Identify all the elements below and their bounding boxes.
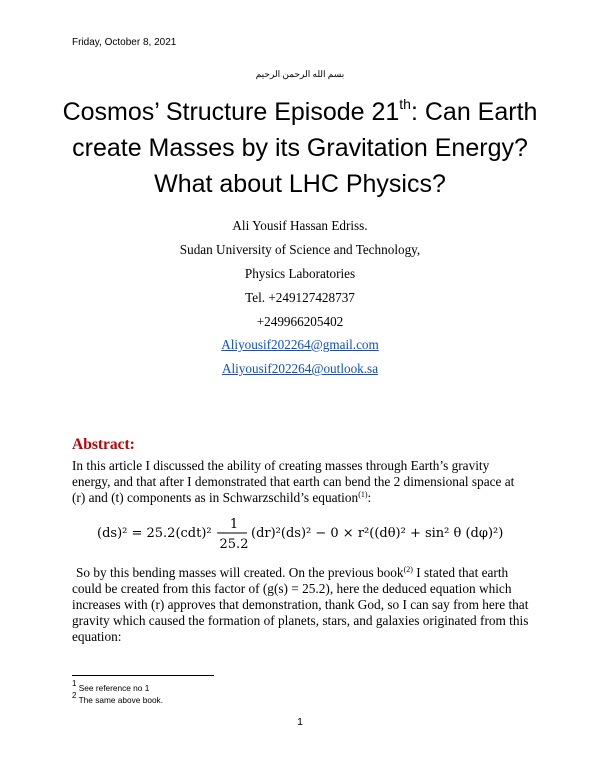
citation-ref-1: (1): [358, 490, 368, 499]
basmala: بسم الله الرحمن الرحيم: [255, 69, 345, 79]
header-date: Friday, October 8, 2021: [72, 37, 177, 48]
title-line3: What about LHC Physics?: [154, 170, 446, 198]
author-phone-2: +249966205402: [256, 314, 344, 329]
author-name: Ali Yousif Hassan Edriss.: [232, 218, 368, 233]
abstract-heading: Abstract:: [72, 436, 135, 453]
footnote-1: $^1$ See reference no 1: [72, 679, 150, 693]
page-number: 1: [297, 716, 303, 728]
footnote-2: $^2$ The same above book.: [72, 691, 164, 705]
author-phone: Tel. +249127428737: [245, 290, 355, 305]
equation-lhs: (ds)² = 25.2(cdt)² −: [97, 526, 227, 541]
equation-fraction-denominator: 25.2: [219, 537, 249, 552]
abstract-paragraph-2: So by this bending masses will created. On the previous book$^{(2)}$ I stated that earth could be created from this factor of (g(s) = 25.2), here the deduced equation which increases with (r) approves that demonstration, thank God, so I can say from here that gravity which caused the formation of planets, stars, and galaxies originated from this equation:: [72, 565, 529, 644]
title-line1: Cosmos’ Structure Episode 21th: Can Earth: [62, 96, 538, 126]
paper-title: [60, 94, 540, 202]
author-email-gmail-link[interactable]: Aliyousif202264@gmail.com: [221, 337, 379, 352]
schwarzschild-equation: [0, 513, 600, 553]
equation-rhs: (dr)²(ds)² − 0 × r²((dθ)² + sin² θ (dφ)²): [251, 526, 504, 541]
footnote-separator: [72, 675, 214, 676]
author-university: Sudan University of Science and Technology,: [179, 242, 421, 257]
title-line2: create Masses by its Gravitation Energy?: [72, 134, 528, 162]
author-email-outlook-link[interactable]: Aliyousif202264@outlook.sa: [221, 361, 379, 376]
author-department: Physics Laboratories: [244, 266, 356, 281]
citation-ref-2: (2): [403, 565, 413, 574]
abstract-paragraph: In this article I discussed the ability of creating masses through Earth’s gravity energy, and that after I demonstrated that earth can bend the 2 dimensional space at (r) and (t) components as in Schwarzschild’s equation$^{(1)}$:: [72, 458, 515, 505]
equation-fraction-numerator: 1: [229, 517, 239, 532]
